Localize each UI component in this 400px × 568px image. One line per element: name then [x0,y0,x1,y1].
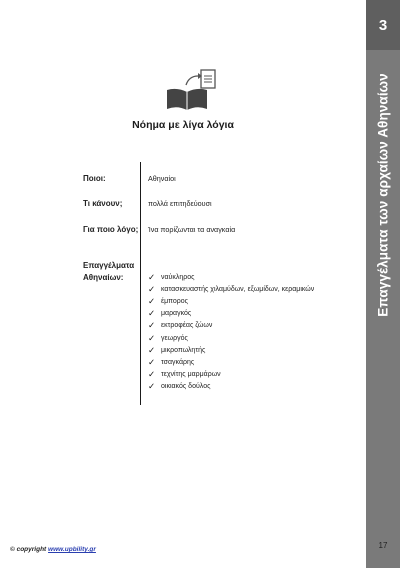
job-text: οικιακός δούλος [161,383,211,391]
jobs-label-line1: Επαγγέλματα [83,261,135,270]
list-item [148,295,314,307]
list-item [148,283,314,295]
job-text: τεχνίτης μαρμάρων [161,371,221,379]
job-text: έμπορος [161,297,189,305]
job-text: κατασκευαστής χιλαμύδων, εξωμίδων, κεραμικών [161,285,315,293]
page-title: Νόημα με λίγα λόγια [132,119,234,131]
list-item [148,320,314,332]
check-icon: ✓ [148,369,156,380]
who-label: Ποιοι: [83,174,106,183]
job-text: μαραγκός [161,310,192,318]
chapter-number-box [366,0,400,50]
check-icon: ✓ [148,308,156,319]
check-icon: ✓ [148,295,156,306]
copyright-footer [10,546,96,553]
check-icon: ✓ [148,271,156,282]
what-label: Τι κάνουν; [83,199,123,208]
list-item [148,369,314,381]
job-text: μικροπωλητής [161,346,206,354]
check-icon: ✓ [148,332,156,343]
why-label: Για ποιο λόγο; [83,225,139,234]
check-icon: ✓ [148,283,156,294]
list-item [148,308,314,320]
list-item [148,356,314,368]
job-text: τσαγκάρης [161,358,195,366]
why-value: Ίνα πορίζωνται τα αναγκαία [148,225,236,234]
check-icon: ✓ [148,356,156,367]
page-number: 17 [378,541,388,550]
list-item [148,271,314,283]
open-book-with-document-icon [164,68,222,114]
website-link[interactable]: www.upbility.gr [48,546,96,553]
job-text: εκτροφέας ζώων [161,322,213,330]
divider-line [140,162,141,405]
check-icon: ✓ [148,381,156,392]
job-text: γεωργός [161,334,188,342]
list-item [148,381,314,393]
chapter-number: 3 [378,16,388,34]
check-icon: ✓ [148,320,156,331]
what-value: πολλά επιτηδεύουσι [148,199,212,208]
copyright-text: © copyright [10,546,47,553]
check-icon: ✓ [148,344,156,355]
jobs-list [148,271,314,393]
chapter-sidebar [366,0,400,568]
list-item [148,344,314,356]
list-item [148,332,314,344]
who-value: Αθηναίοι [148,174,176,183]
job-text: ναύκληρος [161,273,195,281]
jobs-label-line2: Αθηναίων: [83,273,124,282]
chapter-title: Επαγγέλματα των αρχαίων Αθηναίων [375,73,391,317]
